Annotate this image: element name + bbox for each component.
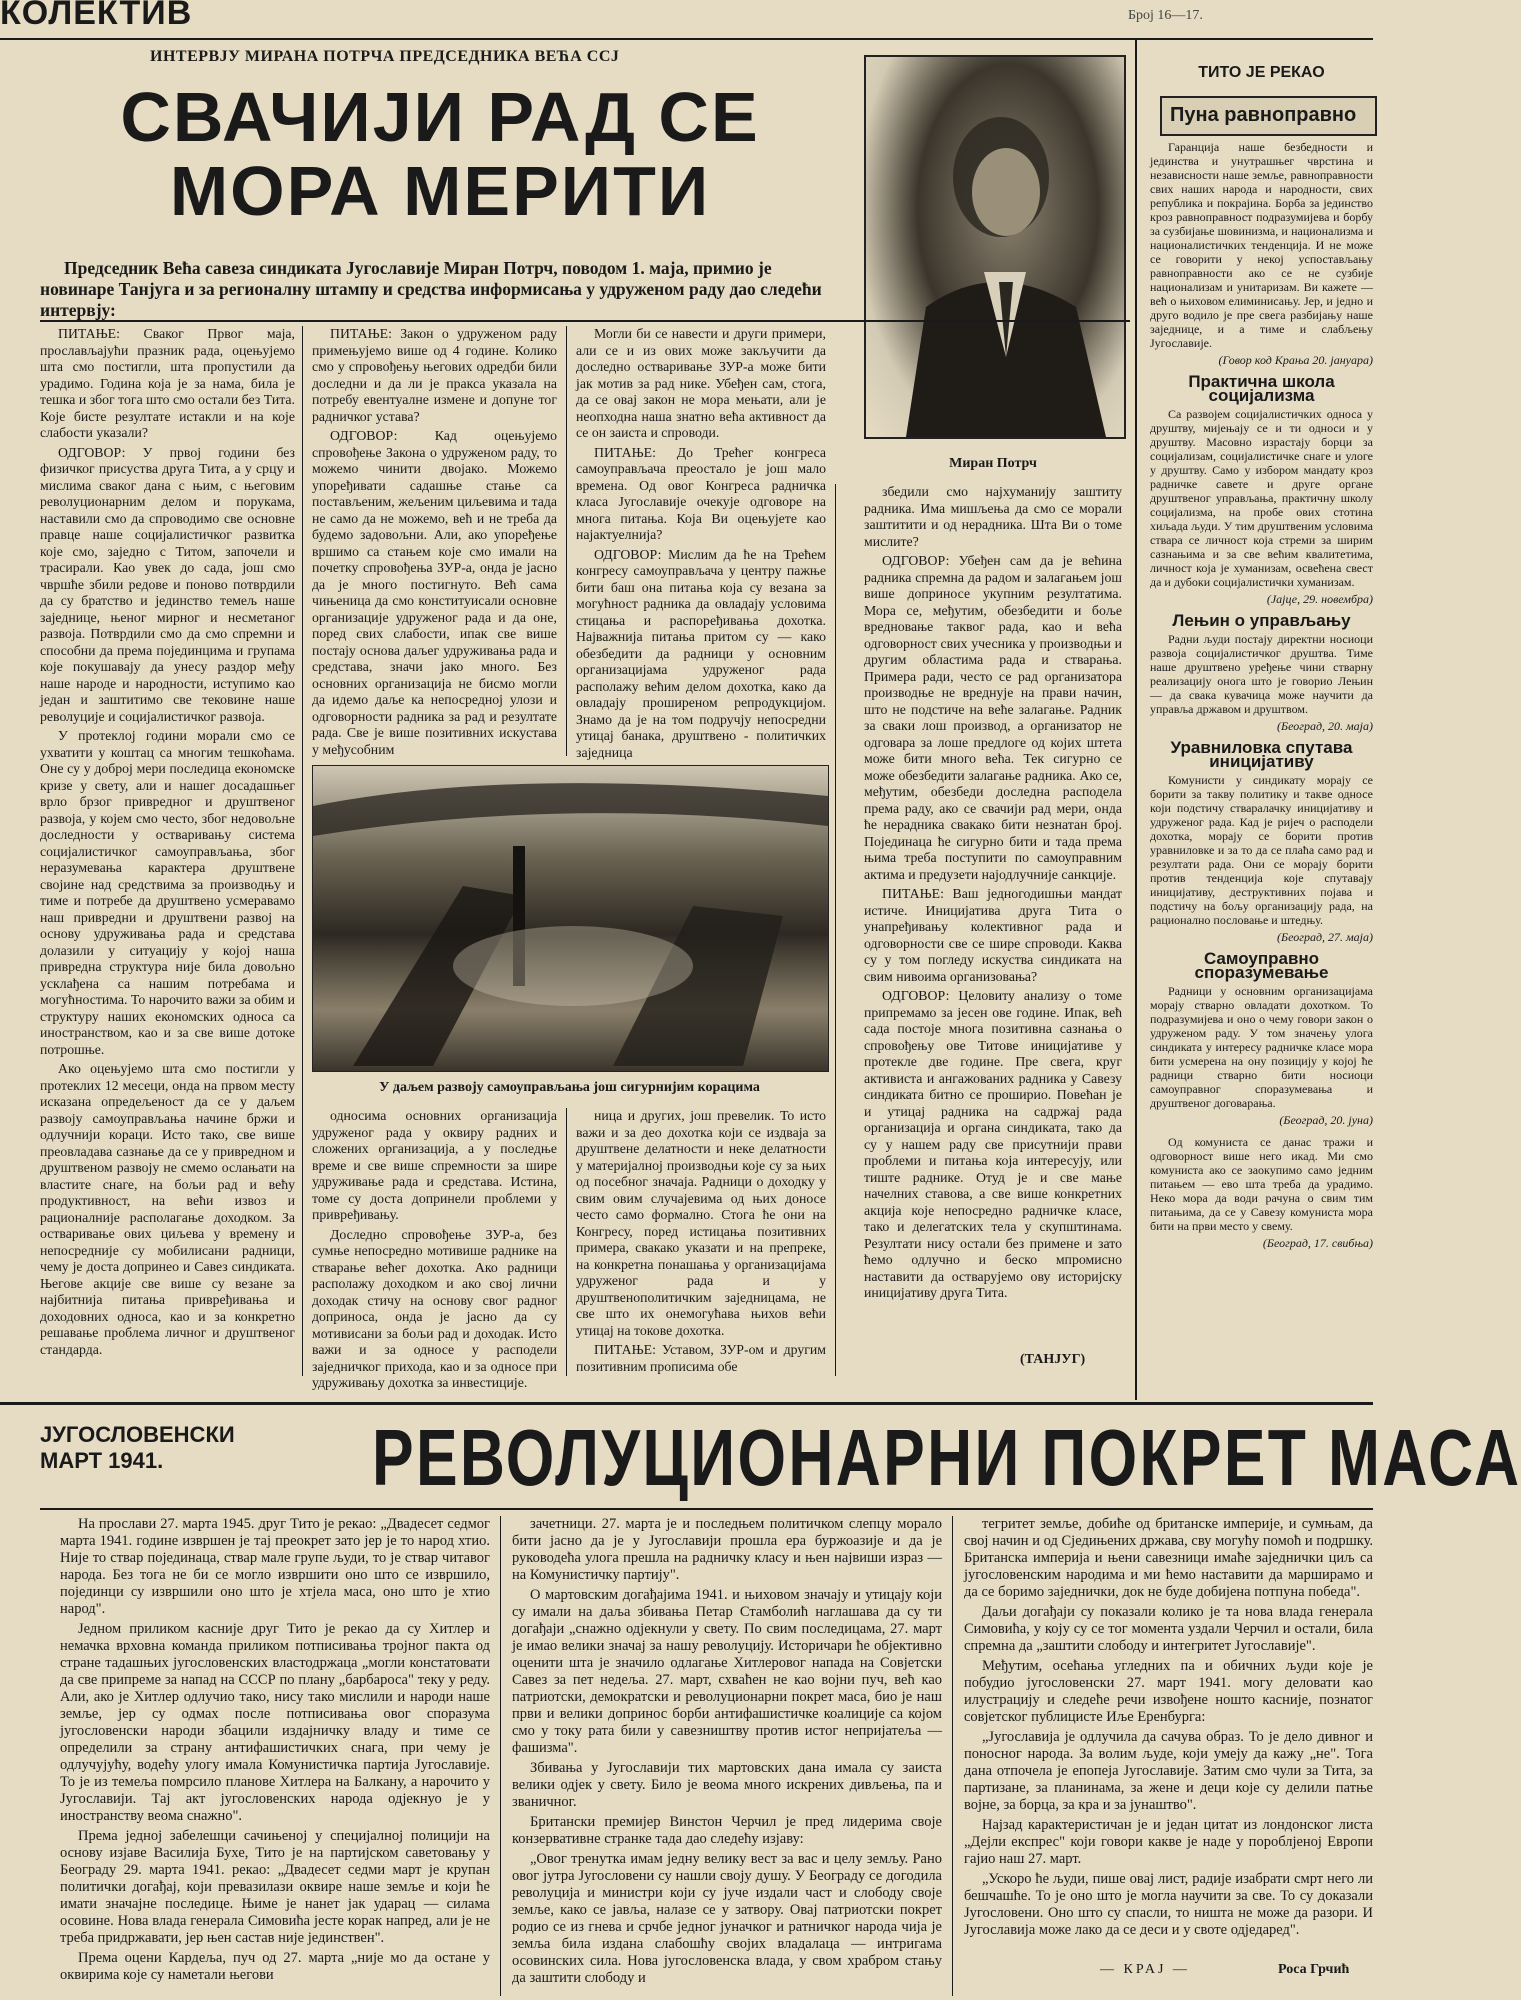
portrait-figure [866, 57, 1124, 437]
sidebar-date: (Београд, 20. маја) [1277, 719, 1373, 733]
author-credit: Роса Грчић [1278, 1962, 1350, 1977]
masthead-rule [0, 38, 1373, 40]
column-divider [566, 1108, 567, 1376]
column-divider [835, 484, 836, 1376]
article-column-3 [576, 326, 826, 760]
column-paragraph: зачетници. 27. марта је и последњем политичком слепцу морало бити јасно да је у Југославији прошла ера буржоазије и да је руководећа улога прешла на радничку класу и њен највиши израз — на Комунистичку партију". [512, 1516, 942, 1583]
sidebar-title: Пуна равноправно [1170, 104, 1357, 126]
sidebar-heading: ТИТО ЈЕ РЕКАО [1198, 64, 1325, 81]
column-paragraph: ОДГОВОР: Мислим да ће на Трећем конгресу самоуправљача у центру пажње бити баш она питања која су везана за могућност радника да овладају условима стицања и распоређивања дохотка. Најважнија питања притом су — како обезбедити да радници у основним организацијама удруженог рада располажу већим делом дохотка, како да овладају проширеном репродукцијом. Знамо да је на том подручју непосредни утицај банака, друштвено - политичких заједница [576, 546, 826, 760]
column-paragraph: Збивања у Југославији тих мартовских дана имала су заиста велики одјек у свету. Било је веома много искрених дивљења, па и званичног. [512, 1760, 942, 1810]
masthead: КОЛЕКТИВ [0, 0, 193, 32]
agency-credit: (ТАНЈУГ) [1020, 1352, 1086, 1367]
article-column-3b [576, 1108, 826, 1376]
column-paragraph: односима основних организација удруженог рада у оквиру радних и сложених организација, а у последње време и све више спремности за шире удруживање рада и средстава. Истина, томе су доста допринели проблеми у привређивању. [312, 1108, 557, 1222]
column-paragraph: „Овог тренутка имам једну велику вест за вас и целу земљу. Рано овог јутра Југословени су нашли своју душу. У Београду се догодила револуција и министри који су јуче издали част и слободу своје земље, како се јавља, налазе се у затвору. Овај патриотски покрет родио се из гнева и срчбе једног јуначког и ратничког народа чија је земља била издана слабошћу својих владалаца — интригама осовинских сила. Нова југословенска влада, у свом храбром стању да заштити слободу и [512, 1851, 942, 1986]
column-paragraph: На прослави 27. марта 1945. друг Тито је рекао: „Двадесет седмог марта 1941. године извршен је тај преокрет зато јер је то народ хтио. Није то ствар појединаца, ствар мале групе људи, то је ствар читавог народа. Без тога не би се могло извршити оно што се извршило, појединци су извршили оно што је хтјела маса, оно што је хтио народ". [60, 1516, 490, 1617]
sidebar-date: (Београд, 27. маја) [1277, 930, 1373, 944]
bottom-column-1 [60, 1516, 490, 1996]
column-paragraph: збедили смо најхуманију заштиту радника. Има мишљења да смо се морали заштитити и од нерадника. Шта Ви о томе мислите? [864, 484, 1122, 549]
factory-photo [312, 765, 829, 1072]
column-paragraph: Једном приликом касније друг Тито је рекао да су Хитлер и немачка врховна команда приликом потписивања тројног пакта од стране тадашњих југословенских властодржаца „могли констатовати да све припреме за напад на СССР по плану „барбароса" теку у реду. Али, ако је Хитлер одлучио тако, нису тако мислили и народи наше земље, јер су одмах после потписивања овог споразума југословенски народи збацили издајничку владу и тиме се определили за страну антифашистичких снага, при чему је одлучујућу, водећу улогу имала Комунистичка партија Југославије. То је из темеља помрсило планове Хитлера на Балкану, а нарочито у Југославији. Тај акт југословенских народа одјекнуо је у иностранству веома снажно". [60, 1621, 490, 1824]
article-kicker: ИНТЕРВЈУ МИРАНА ПОТРЧА ПРЕДСЕДНИКА ВЕЋА ССЈ [150, 48, 620, 65]
sidebar-text: Гаранција наше безбедности и јединства и унутрашњег чврстина и независности наше земље, равноправности свих наших народа и народности, свих република и покрајина. Борба за јединство кроз равноправност подразумијева и борбу за сузбијање шовинизма, и национализма и националистичких тенденција. И не може се говорити у некој успостављању равноправности ако се не сузбије национализам и унитаризам. Ви кажете — већ о њиховом елиминисању. Јер, и једно и друго водило је пре свега разбијању наше заједнице, и а тиме и слабљењу Југославије. [1150, 140, 1373, 350]
column-paragraph: Према једној забелешци сачињеној у специјалној полицији на основу изјаве Василија Бухе, Тито је на партијском саветовању у Београду 29. марта 1941. рекао: „Двадесет седми март је крупан политички догађај, који превазилази оквире наше земље и који ће имати значајне последице. Њиме је нанет јак ударац — силама осовине. Нова влада генерала Симовића јесте корак напред, али је не треба придржавати, јер њен састав није јединствен". [60, 1828, 490, 1946]
column-paragraph: ПИТАЊЕ: До Трећег конгреса самоуправљача преостало је још мало времена. Од овог Конгреса радничка класа Југославије очекује одговоре на многа питања. Која Ви оцењујете као најактуелнија? [576, 444, 826, 542]
column-divider [566, 326, 567, 756]
article-column-2 [312, 326, 557, 756]
sidebar-text: Радни људи постају директни носиоци развоја социјалистичког друштва. Тиме наше друштвено уређење чини стварну реализацију онога што је говорио Лењин — да свака кувачица може научити да управља државом и друштвом. [1150, 632, 1373, 716]
bottom-column-3 [964, 1516, 1373, 1946]
column-paragraph: ОДГОВОР: Убеђен сам да је већина радника спремна да радом и залагањем још више доприносе укупним резултатима. Мора се, међутим, обезбедити и боље вредновање таквог рада, као и већа одговорност свих учесника у производњи и другим областима рада и стварања. Примера ради, често се рад организатора производње не вреднује на прави начин, што не подстиче на веће залагање. Радник за сваки лош производ, а организатор не одговара за лоше предлоге од којих штета може бити много већа. Тек сигурно се може обезбедити залагање радника. Ако се, међутим, обезбеди доследна расподела према раду, ако се свачији рад мери, онда ће нерадника свакако бити незнатан број. Појединаца ће сигурно бити и тада према њима треба поступити по самоуправним актима и предузети најодлучније санкције. [864, 553, 1122, 882]
column-paragraph: У протеклој години морали смо се ухватити у коштац са многим тешкоћама. Оне су у доброј мери последица економске кризе у свету, али и нашег досадашњег врло брзог привредног и друштвеног развоја, у којем смо често, због недовољне доследности у остваривању система социјалистичког самоуправљања, због неразумевања карактера друштвене својине над средствима за производњу и тиме и потребе да друштвено усмеравамо наш привредни и друштвени развој на основу удруживања рада и средстава долазили у ситуацију у којој наша привредна структура није била довољно усклађена са нашим потребама и могућностима. То нарочито важи за обим и структуру наших економских односа са иностранством, као и за све више дотоке потрошње. [40, 728, 295, 1057]
column-paragraph: ПИТАЊЕ: Сваког Првог маја, прослављајући празник рада, оцењујемо шта смо постигли, шта пропустили да урадимо. Година која је за нама, била је тешка и због тога што смо остали без Тита. Које бисте резултате истакли и на које слабости указали? [40, 326, 295, 440]
column-paragraph: Према оцени Кардеља, пуч од 27. марта „није мо да остане у оквирима које су наметали његови [60, 1950, 490, 1983]
sidebar-date: (Београд, 20. јуна) [1279, 1113, 1373, 1127]
portrait-caption: Миран Потрч [949, 456, 1037, 471]
column-paragraph: тегритет земље, добиће од британске империје, и сумњам, да свој начин и од Сједињених држава, сву могућу помоћ и подршку. Британска империја и њени савезници имаће заједнички циљ са југословенским народима и ми ћемо наставити да марширамо и да се боримо заједнички, док не буде добијена потпуна победа". [964, 1516, 1373, 1600]
sidebar-text: Од комуниста се данас тражи и одговорност више него икад. Ми смо комуниста ако се заокупимо само једним питањем — ево шта треба да урадимо. Неко мора да води рачуна о свим тим питањима, да се у Савезу комуниста мора бити на први место у свему. [1150, 1135, 1373, 1233]
article-column-1 [40, 326, 295, 1376]
column-paragraph: Доследно спровођење ЗУР-а, без сумње непосредно мотивише раднике на стварање већег дохотка. Ако радници располажу доходком и ако свој лични доходак стичу на основу свог радног доприноса, онда је јасно да су мотивисани за бољи рад и доходак. Исто важи и за односе у расподели заједничког прихода, као и за односе при удруживању дохотка за инвестиције. [312, 1226, 557, 1390]
column-divider [302, 326, 303, 1376]
column-paragraph: Даљи догађаји су показали колико је та нова влада генерала Симовића, у коју су се тог момента уздали Черчил и остали, била спремна да „заштити слободу и интегритет Југославије". [964, 1604, 1373, 1654]
column-paragraph: О мартовским догађајима 1941. и њиховом значају и утицају који су имали на даља збивања Петар Стамболић наглашава да су ти догађаји „снажно одјекнули у свету. По свим последицама, 27. март је имао велики значај за нашу револуцију. Историчари ће објективно оценити шта је значило одлагање Хитлеровог напада на Совјетски Савез за пет недеља. 27. март, схваћен не као војни пуч, већ као патриотски, демократски и револуционарни покрет маса, био је наш први и велики допринос борби антифашистичке коалиције са којом смо у току рата били у савезништву против истог непријатеља — фашизма". [512, 1587, 942, 1756]
article-headline: СВАЧИЈИ РАД СЕ МОРА МЕРИТИ [120, 78, 760, 230]
sidebar-column [1150, 140, 1373, 1398]
end-marker: — КРАЈ — [1100, 1962, 1190, 1977]
bottom-kicker: ЈУГОСЛОВЕНСКИ МАРТ 1941. [40, 1422, 235, 1473]
portrait-photo [864, 55, 1126, 439]
sidebar-section-head: Лењин о управљању [1172, 611, 1351, 630]
sidebar-section-head: Самоуправно споразумевање [1194, 949, 1329, 982]
column-divider [952, 1516, 953, 1996]
column-paragraph: Британски премијер Винстон Черчил је пред лидерима своје конзервативне странке тада дао следећу изјаву: [512, 1814, 942, 1847]
column-paragraph: „Југославија је одлучила да сачува образ. То је дело дивног и поносног народа. За волим људе, који умеју да кажу „не". Тога дана отпочела је епопеја Југославије. Затим смо чули за Тита, за партизане, за планинама, за жене и деци које су делили патње војне, за борца, за кра и за јунаштво". [964, 1729, 1373, 1813]
bottom-column-2 [512, 1516, 942, 1996]
sidebar-divider [1135, 40, 1137, 1400]
factory-caption: У даљем развоју самоуправљања још сигурнијим корацима [379, 1080, 760, 1095]
sidebar-date: (Јајце, 29. новембра) [1266, 592, 1373, 606]
columns-rule [40, 320, 1130, 322]
factory-scene [313, 766, 828, 1071]
sidebar-section-head: Уравниловка спутава иницијативу [1170, 738, 1353, 771]
column-paragraph: ница и других, још превелик. То исто важи и за део дохотка који се издваја за друштвене делатности и неке делатности у материјалној производњи које су за њих од посебног значаја. Радници о доходку у свим овим случајевима од њих доносе често само формално. Стога ће они на Конгресу, поред истицања позитивних примера, свакако указати и на препреке, на конкретна понашања у организацијама удруженог рада и у друштвенополитичким заједницама, не све што их онемогућава њихов већи утицај на токове дохотка. [576, 1108, 826, 1338]
column-paragraph: Ако оцењујемо шта смо постигли у протеклих 12 месеци, онда на првом месту исказана опредељеност да се у даљем развоју самоуправљања начине бржи и одлучнији кораци. Исто тако, све више преовладава сазнање да се у привредном и друштвеном развоју не смемо ослањати на властите снаге, на бољи рад и већу продуктивност, на већи извоз и рационалније располагање доходком. За остваривање ових циљева у времену и непосредније су мобилисани радници, чему је доста допринео и Савез синдиката. Његове акције све више су везане за најбитнија питања привређивања и доходовних односа, као и за конкретно решавање проблема личног и друштвеног стандарда. [40, 1061, 295, 1357]
sidebar-title-box [1160, 96, 1377, 136]
column-paragraph: ОДГОВОР: Кад оцењујемо спровођење Закона о удруженом раду, то можемо чинити двојако. Можемо упоређивати садашње стање са постављеним, жељеним циљевима и тада не само да не можемо, већ и не треба да будемо задовољни. Али, ако упоређење вршимо са стањем које смо имали на почетку спровођења ЗУР-а, онда је јасно да је много постигнуто. Већ сама чињеница да смо конституисали основне организације удруженог рада и да оне, поред свих слабости, ипак све више постају основа даљег удруживања рада и средстава, значи јако много. Без основних организација не бисмо могли да идемо даље ка непосредној улози и одговорности радника за рад и резултате рада. Све је више позитивних искустава у међусобним [312, 428, 557, 757]
bottom-headline: РЕВОЛУЦИОНАРНИ ПОКРЕТ МАСА [372, 1413, 1521, 1502]
column-divider [500, 1516, 501, 1996]
column-paragraph: Најзад карактеристичан је и један цитат из лондонског листа „Дејли експрес" који говори какве је наде у пороблјеној Европи гајио наш 27. март. [964, 1817, 1373, 1867]
column-paragraph: ПИТАЊЕ: Закон о удруженом раду примењујемо више од 4 године. Колико смо у спровођењу његових одредби били доследни и да ли је пракса указала на потребу евентуалне измене и допуне тог радничког устава? [312, 326, 557, 424]
column-paragraph: „Ускоро ће људи, пише овај лист, радије изабрати смрт него ли бешчашће. То је оно што је могла научити за све. То су доказали Југословени. Оно што су спасли, то ништа не може да разори. И Југославија може лако да се деси и у своте одједаред". [964, 1871, 1373, 1938]
article-column-2b [312, 1108, 557, 1390]
sidebar-section-head: Практична школа социјализма [1188, 372, 1335, 405]
issue-number: Број 16—17. [1128, 8, 1203, 23]
sidebar-text: Са развојем социјалистичких односа у друштву, мијењају се и ти односи и у друштву. Масовно израстају борци за социјализам, социјалистичке снаге и улоге у друштву. Само у избором мандату кроз радничке савете и друге органе друштвеног управљања, практичну школу социјализма, на пробе ових стотина хиљада људи. У тим друштвеним условима ствара се личност која стреми за ширим сазнањима и за све већим квалитетима, личност која је хуманизам, освећена свест да и дубоки социјалистички хуманизам. [1150, 407, 1373, 589]
sidebar-text: Комунисти у синдикату морају се борити за такву политику и такве односе који подстичу стваралачку иницијативу и удруженог рада. Кад је ријеч о расподели дохотка, морају се борити против уравниловке и за то да се плаћа само рад и резултати рада. Они се морају борити против тенденција које спутавају иницијативу, деструктивних појава и подстичу на бољу организацију рада, на рационално пословање и штедњу. [1150, 773, 1373, 927]
sidebar-text: Радници у основним организацијама морају стварно овладати дохотком. То подразумијева и оно о чему говори закон о удруженом раду. У том значењу улога синдиката у интересу радничке класе мора бити усмерена на ону позицију у којој ће радници стварно бити носиоци самоуправног споразумевања и друштвеног договарања. [1150, 984, 1373, 1110]
article-lead: Председник Већа савеза синдиката Југославије Миран Потрч, поводом 1. маја, примио је новинаре Танјуга и за регионалну штампу и средства информисања у удруженом раду дао следећи интервју: [40, 258, 822, 320]
sidebar-date: (Говор код Крања 20. јануара) [1218, 353, 1373, 367]
column-paragraph: Међутим, осећања угледних па и обичних људи које је побудио југословенски 27. март 1941. могу деловати као илустрацију и следеће речи извођене ношто касније, познатог совјетског публицисте Иље Еренбурга: [964, 1658, 1373, 1725]
column-paragraph: ОДГОВОР: У првој години без физичког присуства друга Тита, а у срцу и мислима сваког дана с њим, с његовим револуционарним делом и порукама, наставили смо да спроводимо све основне правце наше социјалистичког развитка које смо, заједно с Титом, започели и трасирали. Као увек до сада, још смо чвршће збили редове и поново потврдили да су братство и јединство темељ наше заједнице, њеног мирног и несметаног развоја. Потврдили смо да смо спремни и способни да према појединцима и групама које покушавају да унесу раздор међу наше народе и народности, иступимо као један и заштитимо све тековине наше револуције и социјалистичког развоја. [40, 444, 295, 724]
column-paragraph: ПИТАЊЕ: Уставом, ЗУР-ом и другим позитивним прописима обе [576, 1342, 826, 1374]
column-paragraph: ПИТАЊЕ: Ваш једногодишњи мандат истиче. Иницијатива друга Тита о унапређивању колективног рада и одговорности све се шире спроводи. Каква су у том погледу искуства синдиката на свим нивоима организовања? [864, 886, 1122, 984]
sidebar-date: (Београд, 17. свибња) [1262, 1236, 1373, 1250]
column-paragraph: Могли би се навести и други примери, али се и из ових може закључити да доследно остваривање ЗУР-а може бити јак мотив за рад нике. Убеђен сам, стога, да се овај закон не мора мењати, али је неопходна наша знатно већа активност да се он заиста и спроводи. [576, 326, 826, 440]
section-rule [0, 1402, 1373, 1405]
bottom-headline-rule [40, 1508, 1373, 1510]
column-paragraph: ОДГОВОР: Целовиту анализу о томе припремамо за јесен ове године. Ипак, већ сада постоје многа позитивна сазнања о спровођењу ове Титове иницијативе у протекле две године. Пре свега, круг активиста и ангажованих радника у Савезу синдиката битно се проширио. Повећан је и утицај радника на садржај рада организација и органа синдиката, тако да су у нашем раду све присутнији прави проблеми и питања која интересују, или тиште раднике. Отуд је и све мање начелних ставова, а све више конкретних акција које непосредно радничке класе, тако и делегатских тела у скупштинама. Резултати нису остали без примене и зато ћемо одлучно и беско мпромисно наставити да остварујемо ову историјску иницијативу друга Тита. [864, 988, 1122, 1300]
article-column-4 [864, 484, 1122, 1344]
